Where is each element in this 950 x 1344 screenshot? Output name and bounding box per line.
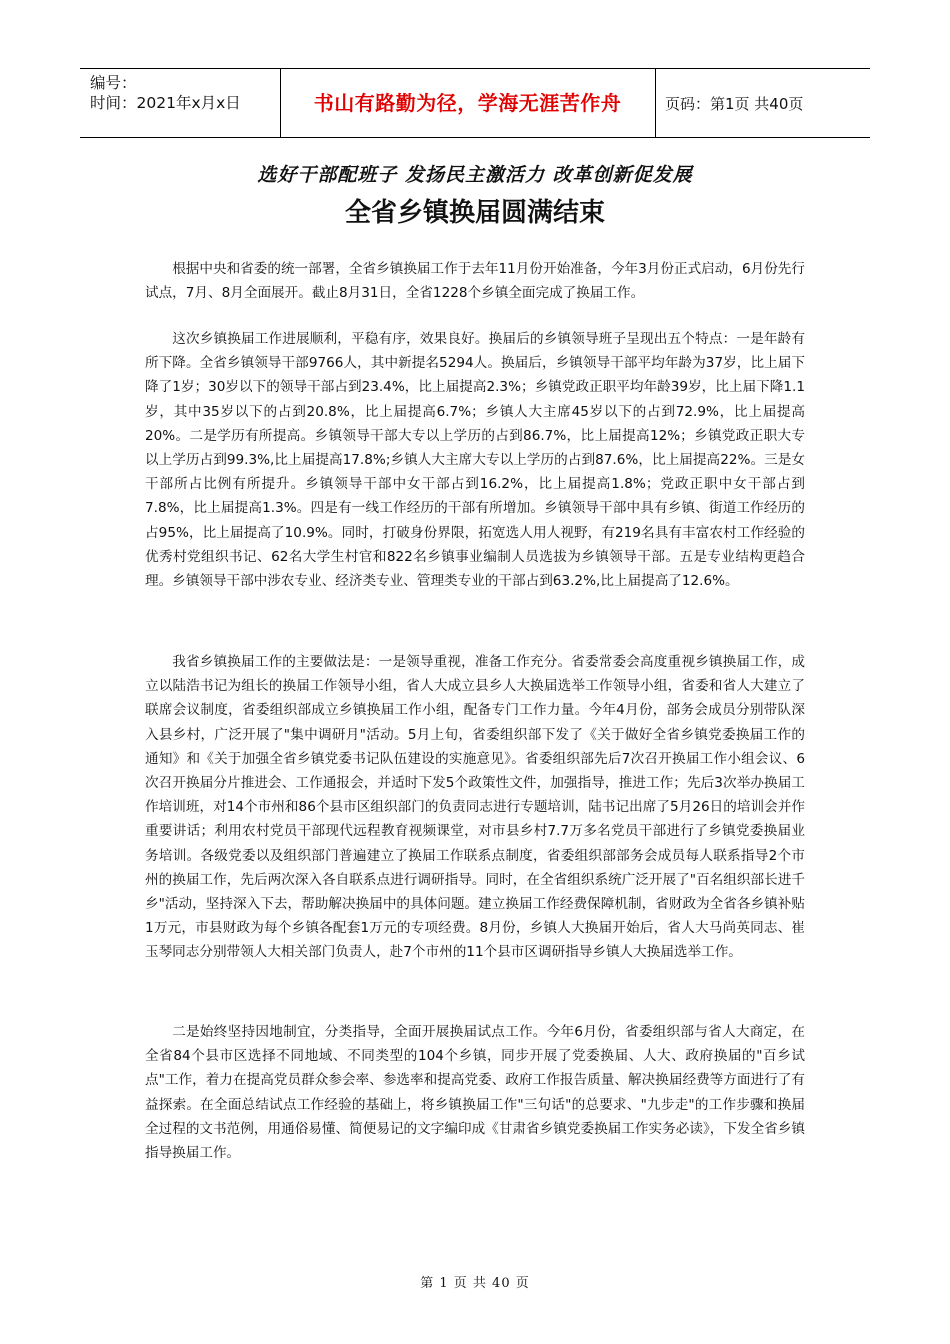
header-motto: 书山有路勤为径，学海无涯苦作舟: [313, 91, 622, 115]
paragraph-features: 这次乡镇换届工作进展顺利，平稳有序，效果良好。换届后的乡镇领导班子呈现出五个特点：一是年龄有所下降。全省乡镇领导干部9766人，其中新提名5294人。换届后，乡镇领导干部平均年龄为37岁，比上届下降了1岁；30岁以下的领导干部占到23.4%，比上届提高2.3%；乡镇党政正职平均年龄39岁，比上届下降1.1岁，其中35岁以下的占到20.8%，比上届提高6.7%；乡镇人大主席45岁以下的占到72.9%，比上届提高20%。二是学历有所提高。乡镇领导干部大专以上学历的占到86.7%，比上届提高12%；乡镇党政正职大专以上学历占到99.3%,比上届提高17.8%;乡镇人大主席大专以上学历的占到87.6%，比上届提高22%。三是女干部所占比例有所提升。乡镇领导干部中女干部占到16.2%，比上届提高1.8%；党政正职中女干部占到7.8%，比上届提高1.3%。四是有一线工作经历的干部有所增加。乡镇领导干部中具有乡镇、街道工作经历的占95%，比上届提高了10.9%。同时，打破身份界限，拓宽选人用人视野，有219名具有丰富农村工作经验的优秀村党组织书记、62名大学生村官和822名乡镇事业编制人员选拔为乡镇领导干部。五是专业结构更趋合理。乡镇领导干部中涉农专业、经济类专业、管理类专业的干部占到63.2%,比上届提高了12.6%。: [145, 331, 805, 590]
paragraph-methods: 我省乡镇换届工作的主要做法是：一是领导重视，准备工作充分。省委常委会高度重视乡镇换届工作，成立以陆浩书记为组长的换届工作领导小组，省人大成立县乡人大换届选举工作领导小组，省委和省人大建立了联席会议制度，省委组织部成立乡镇换届工作小组，配备专门工作力量。今年4月份，部务会成员分别带队深入县乡村，广泛开展了"集中调研月"活动。5月上旬，省委组织部下发了《关于做好全省乡镇党委换届工作的通知》和《关于加强全省乡镇党委书记队伍建设的实施意见》。省委组织部先后7次召开换届工作小组会议、6次召开换届分片推进会、工作通报会，并适时下发5个政策性文件，加强指导，推进工作；先后3次举办换届工作培训班，对14个市州和86个县市区组织部门的负责同志进行专题培训，陆书记出席了5月26日的培训会并作重要讲话；利用农村党员干部现代远程教育视频课堂，对市县乡村7.7万多名党员干部进行了乡镇党委换届业务培训。各级党委以及组织部门普遍建立了换届工作联系点制度，省委组织部部务会成员每人联系指导2个市州的换届工作，先后两次深入各自联系点进行调研指导。同时，在全省组织系统广泛开展了"百名组织部长进千乡"活动，坚持深入下去，帮助解决换届中的具体问题。建立换届工作经费保障机制，省财政为全省各乡镇补贴1万元，市县财政为每个乡镇各配套1万元的专项经费。8月份，乡镇人大换届开始后，省人大马尚英同志、崔玉琴同志分别带领人大相关部门负责人，赴7个市州的11个县市区调研指导乡镇人大换届选举工作。: [145, 654, 805, 961]
page-footer: 第 1 页 共 40 页: [420, 1276, 530, 1291]
header-divider-right: [655, 69, 656, 137]
paragraph-intro: 根据中央和省委的统一部署，全省乡镇换届工作于去年11月份开始准备，今年3月份正式启动，6月份先行试点，7月、8月全面展开。截止8月31日，全省1228个乡镇全面完成了换届工作。: [145, 261, 805, 302]
paragraph-pilot: 二是始终坚持因地制宜，分类指导，全面开展换届试点工作。今年6月份，省委组织部与省人大商定，在全省84个县市区选择不同地域、不同类型的104个乡镇，同步开展了党委换届、人大、政府换届的"百乡试点"工作，着力在提高党员群众参会率、参选率和提高党委、政府工作报告质量、解决换届经费等方面进行了有益探索。在全面总结试点工作经验的基础上，将乡镇换届工作"三句话"的总要求、"九步走"的工作步骤和换届全过程的文书范例，用通俗易懂、简便易记的文字编印成《甘肃省乡镇党委换届工作实务必读》，下发全省乡镇指导换届工作。: [145, 1024, 805, 1162]
time-label: 时间：2021年x月x日: [90, 94, 241, 112]
number-label: 编号：: [90, 74, 137, 92]
header-meta: [90, 73, 280, 113]
document-subtitle: 选好干部配班子 发扬民主激活力 改革创新促发展: [257, 164, 693, 186]
header-page-info: 页码：第1页 共40页: [665, 95, 804, 113]
document-title: 全省乡镇换届圆满结束: [344, 198, 605, 228]
document-header: [80, 68, 870, 138]
